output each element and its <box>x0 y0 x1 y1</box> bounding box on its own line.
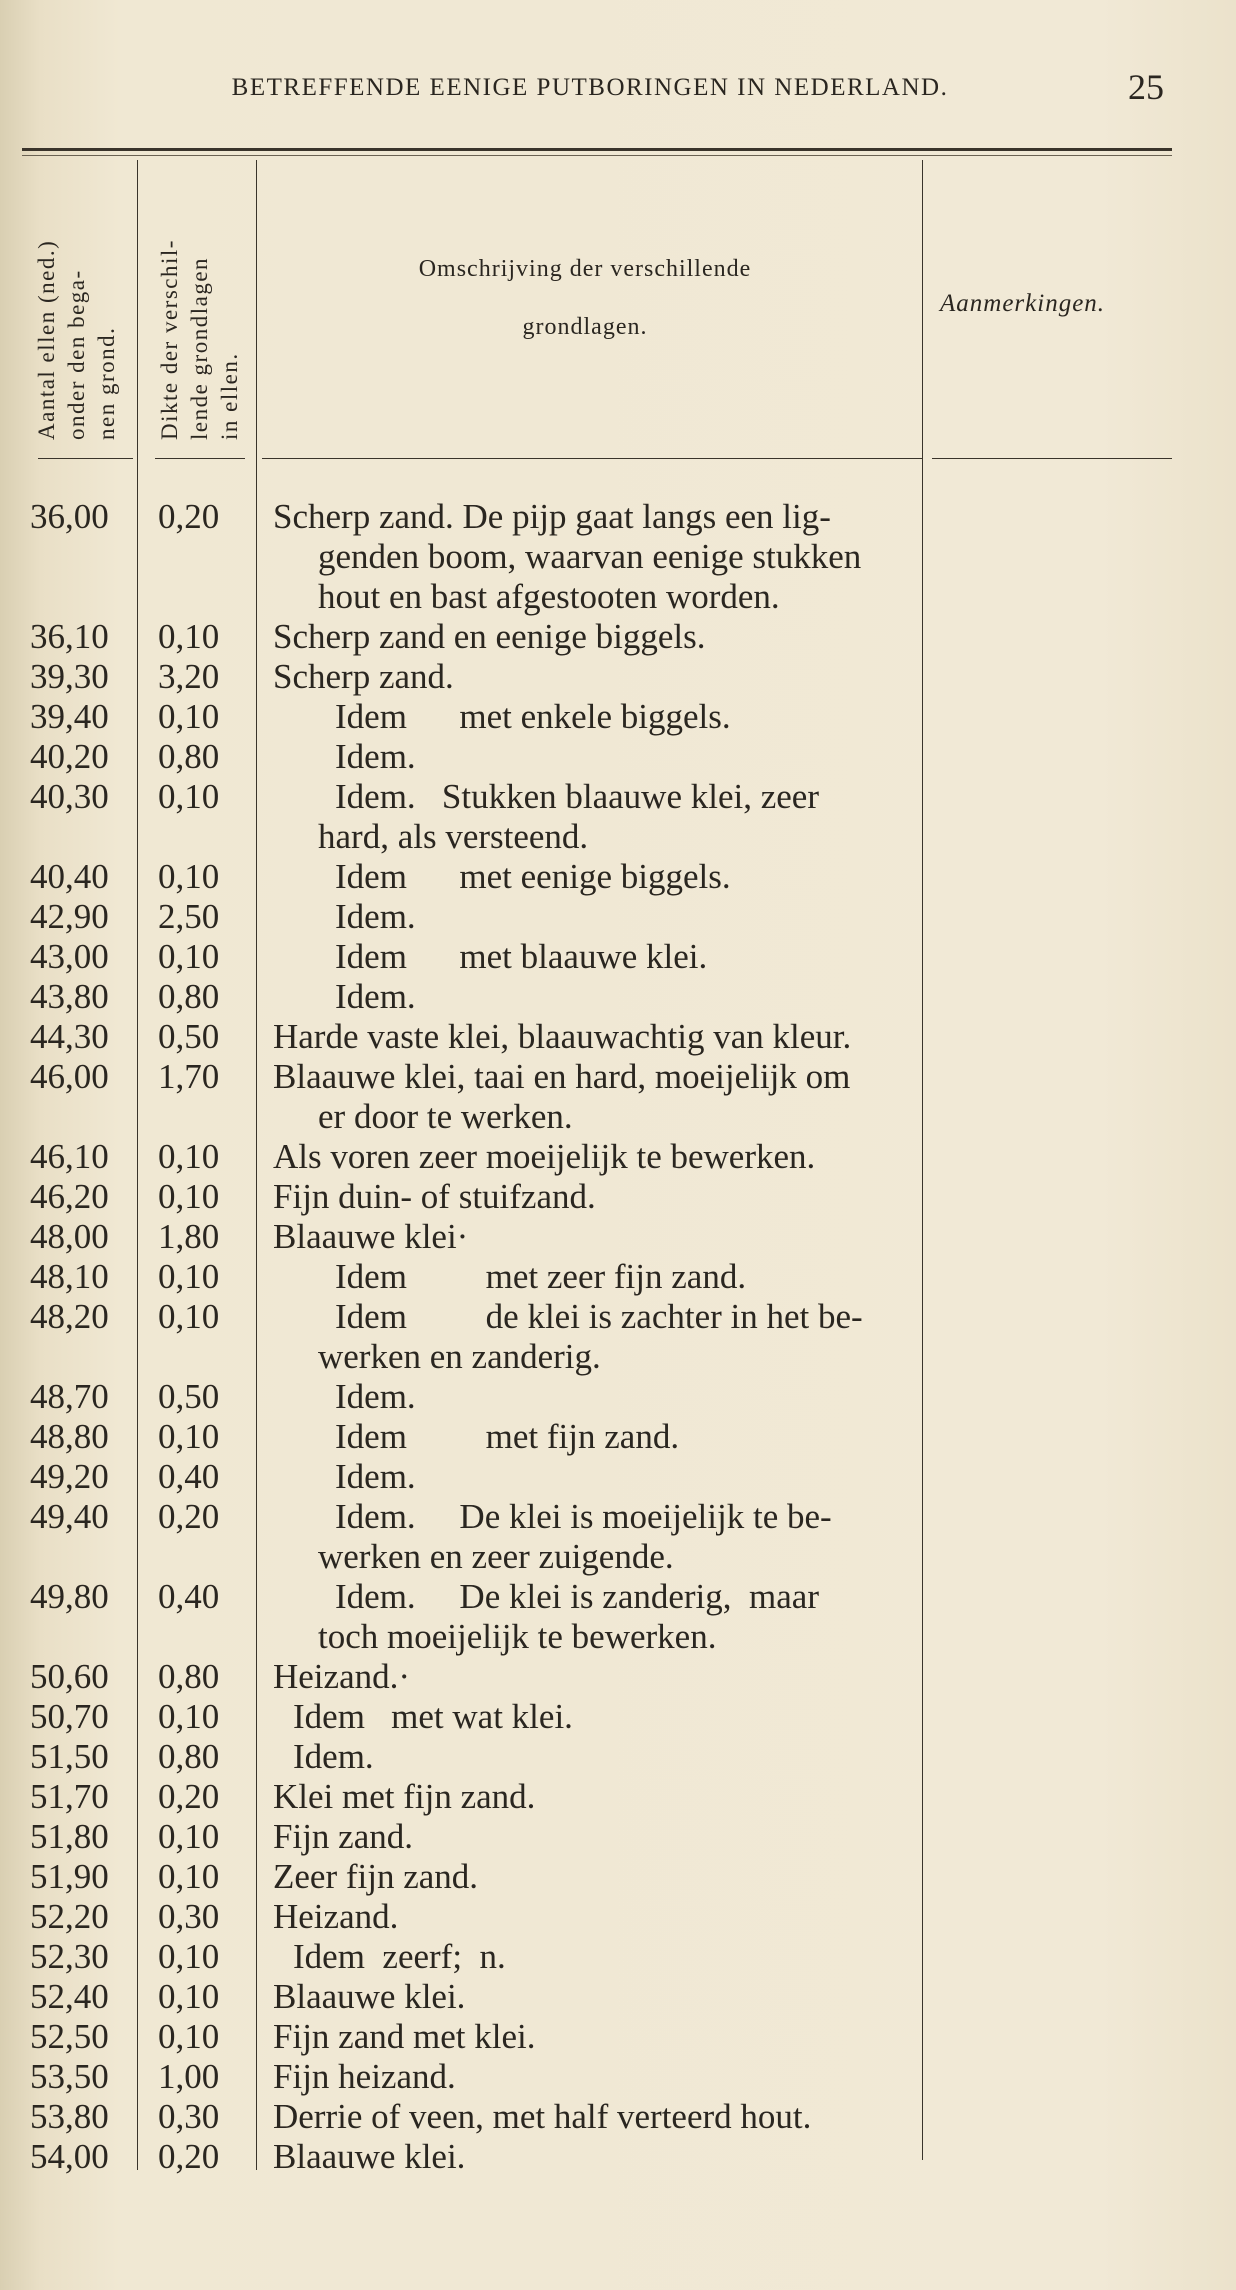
depth-cell: 48,70 <box>30 1377 109 1416</box>
description-line: hard, als versteend. <box>318 817 589 856</box>
depth-cell: 49,40 <box>30 1497 109 1536</box>
thickness-header-line-1: Dikte der verschil- <box>157 239 182 440</box>
depth-cell: 50,70 <box>30 1697 109 1736</box>
description-line: Idem. <box>335 1457 416 1496</box>
description-line: Idem zeerf; n. <box>293 1937 506 1976</box>
description-cell <box>273 1577 913 1657</box>
thickness-cell: 0,10 <box>158 617 220 656</box>
description-line: Scherp zand. De pijp gaat langs een lig- <box>273 497 831 536</box>
page-number: 25 <box>1128 67 1164 107</box>
description-cell <box>273 1977 913 2017</box>
depth-cell: 52,30 <box>30 1937 109 1976</box>
depth-header-line-2: onder den bega- <box>64 269 89 440</box>
running-head: BETREFFENDE EENIGE PUTBORINGEN IN NEDERLAND. <box>231 74 949 101</box>
description-line: hout en bast afgestooten worden. <box>318 577 780 616</box>
description-cell <box>273 1017 913 1057</box>
depth-cell: 40,40 <box>30 857 109 896</box>
thickness-cell: 0,10 <box>158 1817 220 1856</box>
description-line: Idem. De klei is zanderig, maar <box>335 1577 819 1616</box>
description-cell <box>273 1817 913 1857</box>
depth-cell: 43,00 <box>30 937 109 976</box>
thickness-cell: 0,10 <box>158 1297 220 1336</box>
depth-cell: 49,20 <box>30 1457 109 1496</box>
description-line: Harde vaste klei, blaauwachtig van kleur. <box>273 1017 852 1056</box>
thickness-cell: 0,10 <box>158 1697 220 1736</box>
description-cell <box>273 897 913 937</box>
depth-header-line-1: Aantal ellen (ned.) <box>34 239 59 440</box>
depth-cell: 48,00 <box>30 1217 109 1256</box>
description-line: genden boom, waarvan eenige stukken <box>318 537 862 576</box>
description-line: Idem met eenige biggels. <box>335 857 731 896</box>
description-line: Idem. <box>293 1737 374 1776</box>
description-cell <box>273 1857 913 1897</box>
thickness-cell: 0,20 <box>158 2137 220 2176</box>
thickness-cell: 0,10 <box>158 1177 220 1216</box>
depth-cell: 39,30 <box>30 657 109 696</box>
depth-cell: 51,90 <box>30 1857 109 1896</box>
depth-cell: 52,20 <box>30 1897 109 1936</box>
depth-cell: 46,20 <box>30 1177 109 1216</box>
top-rule <box>22 148 1172 151</box>
depth-cell: 53,50 <box>30 2057 109 2096</box>
description-line: Idem de klei is zachter in het be- <box>335 1297 863 1336</box>
description-line: Fijn heizand. <box>273 2057 456 2096</box>
description-line: Heizand.· <box>273 1657 411 1696</box>
description-cell <box>273 937 913 977</box>
header-rule-3 <box>262 458 922 459</box>
depth-cell: 52,40 <box>30 1977 109 2016</box>
description-cell <box>273 777 913 857</box>
thickness-cell: 0,10 <box>158 1937 220 1976</box>
description-column-header <box>260 252 910 368</box>
thickness-cell: 3,20 <box>158 657 220 696</box>
description-cell <box>273 1777 913 1817</box>
header-rule-2 <box>155 458 245 459</box>
thickness-cell: 0,10 <box>158 1257 220 1296</box>
depth-cell: 48,10 <box>30 1257 109 1296</box>
thickness-cell: 0,20 <box>158 1777 220 1816</box>
description-line: Idem. <box>335 1377 416 1416</box>
description-cell <box>273 2137 913 2177</box>
description-line: Idem met fijn zand. <box>335 1417 680 1456</box>
thickness-cell: 0,40 <box>158 1457 220 1496</box>
thickness-cell: 0,50 <box>158 1017 220 1056</box>
column-divider-3 <box>922 160 923 2160</box>
thickness-cell: 0,20 <box>158 1497 220 1536</box>
depth-cell: 48,20 <box>30 1297 109 1336</box>
description-cell <box>273 1257 913 1297</box>
description-line: Idem. <box>335 897 416 936</box>
depth-cell: 46,10 <box>30 1137 109 1176</box>
header-rule-4 <box>932 458 1172 459</box>
thickness-cell: 0,20 <box>158 497 220 536</box>
thickness-cell: 0,10 <box>158 2017 220 2056</box>
description-cell <box>273 1137 913 1177</box>
description-cell <box>273 1457 913 1497</box>
depth-cell: 51,50 <box>30 1737 109 1776</box>
thickness-cell: 0,10 <box>158 1417 220 1456</box>
thickness-cell: 2,50 <box>158 897 220 936</box>
column-divider-1 <box>137 160 138 2170</box>
thickness-cell: 0,10 <box>158 857 220 896</box>
description-cell <box>273 2097 913 2137</box>
thickness-cell: 0,10 <box>158 697 220 736</box>
description-line: Fijn duin- of stuifzand. <box>273 1177 596 1216</box>
thickness-cell: 0,80 <box>158 977 220 1016</box>
description-cell <box>273 977 913 1017</box>
depth-cell: 40,30 <box>30 777 109 816</box>
description-cell <box>273 1417 913 1457</box>
description-line: Fijn zand. <box>273 1817 413 1856</box>
description-cell <box>273 2017 913 2057</box>
description-cell <box>273 617 913 657</box>
description-line: Heizand. <box>273 1897 399 1936</box>
depth-cell: 43,80 <box>30 977 109 1016</box>
description-cell <box>273 1737 913 1777</box>
depth-cell: 53,80 <box>30 2097 109 2136</box>
column-divider-2 <box>256 160 257 2170</box>
depth-cell: 42,90 <box>30 897 109 936</box>
description-line: Derrie of veen, met half verteerd hout. <box>273 2097 812 2136</box>
description-cell <box>273 697 913 737</box>
description-line: Idem. <box>335 977 416 1016</box>
description-cell <box>273 737 913 777</box>
thickness-cell: 0,80 <box>158 1657 220 1696</box>
description-line: Idem. De klei is moeijelijk te be- <box>335 1497 832 1536</box>
description-cell <box>273 857 913 897</box>
thickness-cell: 1,80 <box>158 1217 220 1256</box>
thickness-cell: 0,30 <box>158 2097 220 2136</box>
depth-cell: 36,00 <box>30 497 109 536</box>
description-line: Klei met fijn zand. <box>273 1777 536 1816</box>
depth-cell: 51,80 <box>30 1817 109 1856</box>
thickness-cell: 0,10 <box>158 1857 220 1896</box>
top-rule-thin <box>22 155 1172 156</box>
description-line: Zeer fijn zand. <box>273 1857 479 1896</box>
description-line: toch moeijelijk te bewerken. <box>318 1617 717 1656</box>
description-line: er door te werken. <box>318 1097 573 1136</box>
description-line: Scherp zand. <box>273 657 454 696</box>
thickness-cell: 1,70 <box>158 1057 220 1096</box>
description-line: werken en zeer zuigende. <box>318 1537 674 1576</box>
depth-cell: 40,20 <box>30 737 109 776</box>
description-line: Idem met wat klei. <box>293 1697 573 1736</box>
description-header-line-1: Omschrijving der verschillende <box>418 256 752 282</box>
thickness-cell: 0,30 <box>158 1897 220 1936</box>
description-cell <box>273 1177 913 1217</box>
description-cell <box>273 1897 913 1937</box>
thickness-header-line-3: in ellen. <box>217 352 242 440</box>
depth-cell: 44,30 <box>30 1017 109 1056</box>
depth-cell: 39,40 <box>30 697 109 736</box>
description-line: Idem. <box>335 737 416 776</box>
thickness-cell: 0,10 <box>158 1137 220 1176</box>
description-cell <box>273 1657 913 1697</box>
description-line: Blaauwe klei. <box>273 1977 466 2016</box>
depth-header-line-3: nen grond. <box>94 326 119 440</box>
depth-cell: 52,50 <box>30 2017 109 2056</box>
description-line: Blaauwe klei, taai en hard, moeijelijk om <box>273 1057 851 1096</box>
description-cell <box>273 497 913 617</box>
description-cell <box>273 1377 913 1417</box>
description-cell <box>273 1697 913 1737</box>
description-line: Idem. Stukken blaauwe klei, zeer <box>335 777 819 816</box>
description-cell <box>273 1297 913 1377</box>
thickness-cell: 1,00 <box>158 2057 220 2096</box>
description-line: Als voren zeer moeijelijk te bewerken. <box>273 1137 816 1176</box>
description-line: Blaauwe klei· <box>273 1217 469 1256</box>
description-line: Idem met blaauwe klei. <box>335 937 708 976</box>
thickness-cell: 0,10 <box>158 1977 220 2016</box>
header-rule-1 <box>38 458 133 459</box>
thickness-cell: 0,10 <box>158 937 220 976</box>
depth-cell: 51,70 <box>30 1777 109 1816</box>
description-cell <box>273 2057 913 2097</box>
thickness-cell: 0,80 <box>158 1737 220 1776</box>
thickness-cell: 0,10 <box>158 777 220 816</box>
description-line: werken en zanderig. <box>318 1337 601 1376</box>
thickness-cell: 0,80 <box>158 737 220 776</box>
description-line: Idem met enkele biggels. <box>335 697 731 736</box>
depth-cell: 50,60 <box>30 1657 109 1696</box>
thickness-cell: 0,50 <box>158 1377 220 1416</box>
description-line: Idem met zeer fijn zand. <box>335 1257 747 1296</box>
thickness-header-line-2: lende grondlagen <box>187 256 212 440</box>
depth-cell: 54,00 <box>30 2137 109 2176</box>
remarks-column-header: Aanmerkingen. <box>940 290 1106 317</box>
description-cell <box>273 1937 913 1977</box>
description-cell <box>273 1217 913 1257</box>
depth-cell: 48,80 <box>30 1417 109 1456</box>
description-line: Blaauwe klei. <box>273 2137 466 2176</box>
depth-cell: 46,00 <box>30 1057 109 1096</box>
thickness-cell: 0,40 <box>158 1577 220 1616</box>
depth-cell: 49,80 <box>30 1577 109 1616</box>
description-cell <box>273 657 913 697</box>
description-cell <box>273 1057 913 1137</box>
depth-cell: 36,10 <box>30 617 109 656</box>
description-header-line-2: grondlagen. <box>522 314 648 340</box>
description-cell <box>273 1497 913 1577</box>
description-line: Scherp zand en eenige biggels. <box>273 617 706 656</box>
description-line: Fijn zand met klei. <box>273 2017 536 2056</box>
